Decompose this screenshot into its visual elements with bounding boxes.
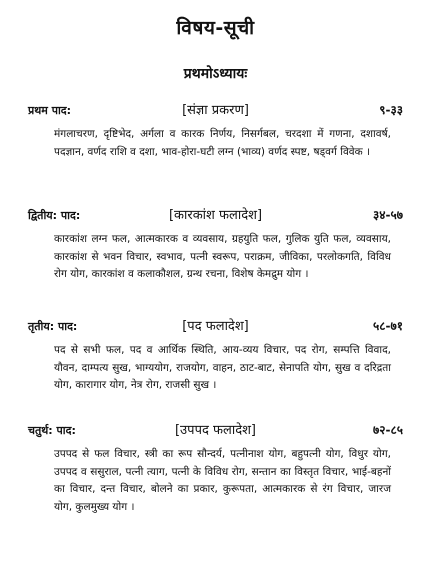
section-label: प्रथम पाद: bbox=[28, 104, 72, 117]
section-header bbox=[0, 420, 431, 442]
section-label: चतुर्थ: पाद: bbox=[28, 424, 76, 437]
section-page-range: ७२-८५ bbox=[373, 423, 403, 437]
section-page-range: ५८-७१ bbox=[373, 319, 403, 333]
section-body: कारकांश लग्न फल, आत्मकारक व व्यवसाय, ग्रहयुति फल, गुलिक युति फल, व्यवसाय, कारकांश से भवन विचार, स्वभाव, पत्नी स्वरूप, पराक्रम, जीविका, परलोकगति, विविध रोग योग, कारकांश व कलाकौशल, ग्रन्थ रचना, विशेष केमद्रुम योग । bbox=[54, 233, 391, 280]
section-4 bbox=[0, 420, 431, 516]
section-header bbox=[0, 100, 431, 122]
section-page-range: ९-३३ bbox=[379, 103, 403, 117]
section-2 bbox=[0, 205, 431, 284]
chapter-title: प्रथमोऽध्यायः bbox=[183, 66, 248, 82]
section-label: तृतीय: पाद: bbox=[28, 320, 78, 333]
section-1 bbox=[0, 100, 431, 161]
page-title: विषय-सूची bbox=[176, 17, 255, 39]
section-body: उपपद से फल विचार, स्त्री का रूप सौन्दर्य, पत्नीनाश योग, बहुपत्नी योग, विधुर योग, उपपद व ससुराल, पत्नी त्याग, पत्नी के विविध रोग, सन्तान का विस्तृत विचार, भाई-बहनों का विचार, दन्त विचार, बोलने का प्रकार, कुरूपता, आत्मकारक से रंग विचार, जारज योग, कुलमुख्य योग । bbox=[54, 448, 391, 513]
section-header bbox=[0, 316, 431, 338]
section-body: पद से सभी फल, पद व आर्थिक स्थिति, आय-व्यय विचार, पद रोग, सम्पत्ति विवाद, यौवन, दाम्पत्य सुख, भाग्ययोग, राजयोग, वाहन, ठाट-बाट, सेनापति योग, सुख व दरिद्रता योग, कारागार योग, नेत्र रोग, राजसी सुख । bbox=[54, 344, 391, 391]
section-heading: [कारकांश फलादेश] bbox=[168, 208, 263, 223]
section-3 bbox=[0, 316, 431, 395]
section-heading: [संज्ञा प्रकरण] bbox=[182, 103, 249, 118]
section-label: द्वितीय: पाद: bbox=[28, 209, 81, 222]
section-heading: [उपपद फलादेश] bbox=[174, 423, 257, 438]
section-header bbox=[0, 205, 431, 227]
section-page-range: ३४-५७ bbox=[373, 208, 403, 222]
section-heading: [पद फलादेश] bbox=[182, 319, 249, 334]
section-body: मंगलाचरण, दृष्टिभेद, अर्गला व कारक निर्णय, निसर्गबल, चरदशा में गणना, दशावर्ष, पदज्ञान, वर्णद राशि व दशा, भाव-होरा-घटी लग्न (भाव्य) वर्णद स्पष्ट, षड्वर्ग विवेक । bbox=[54, 128, 391, 158]
